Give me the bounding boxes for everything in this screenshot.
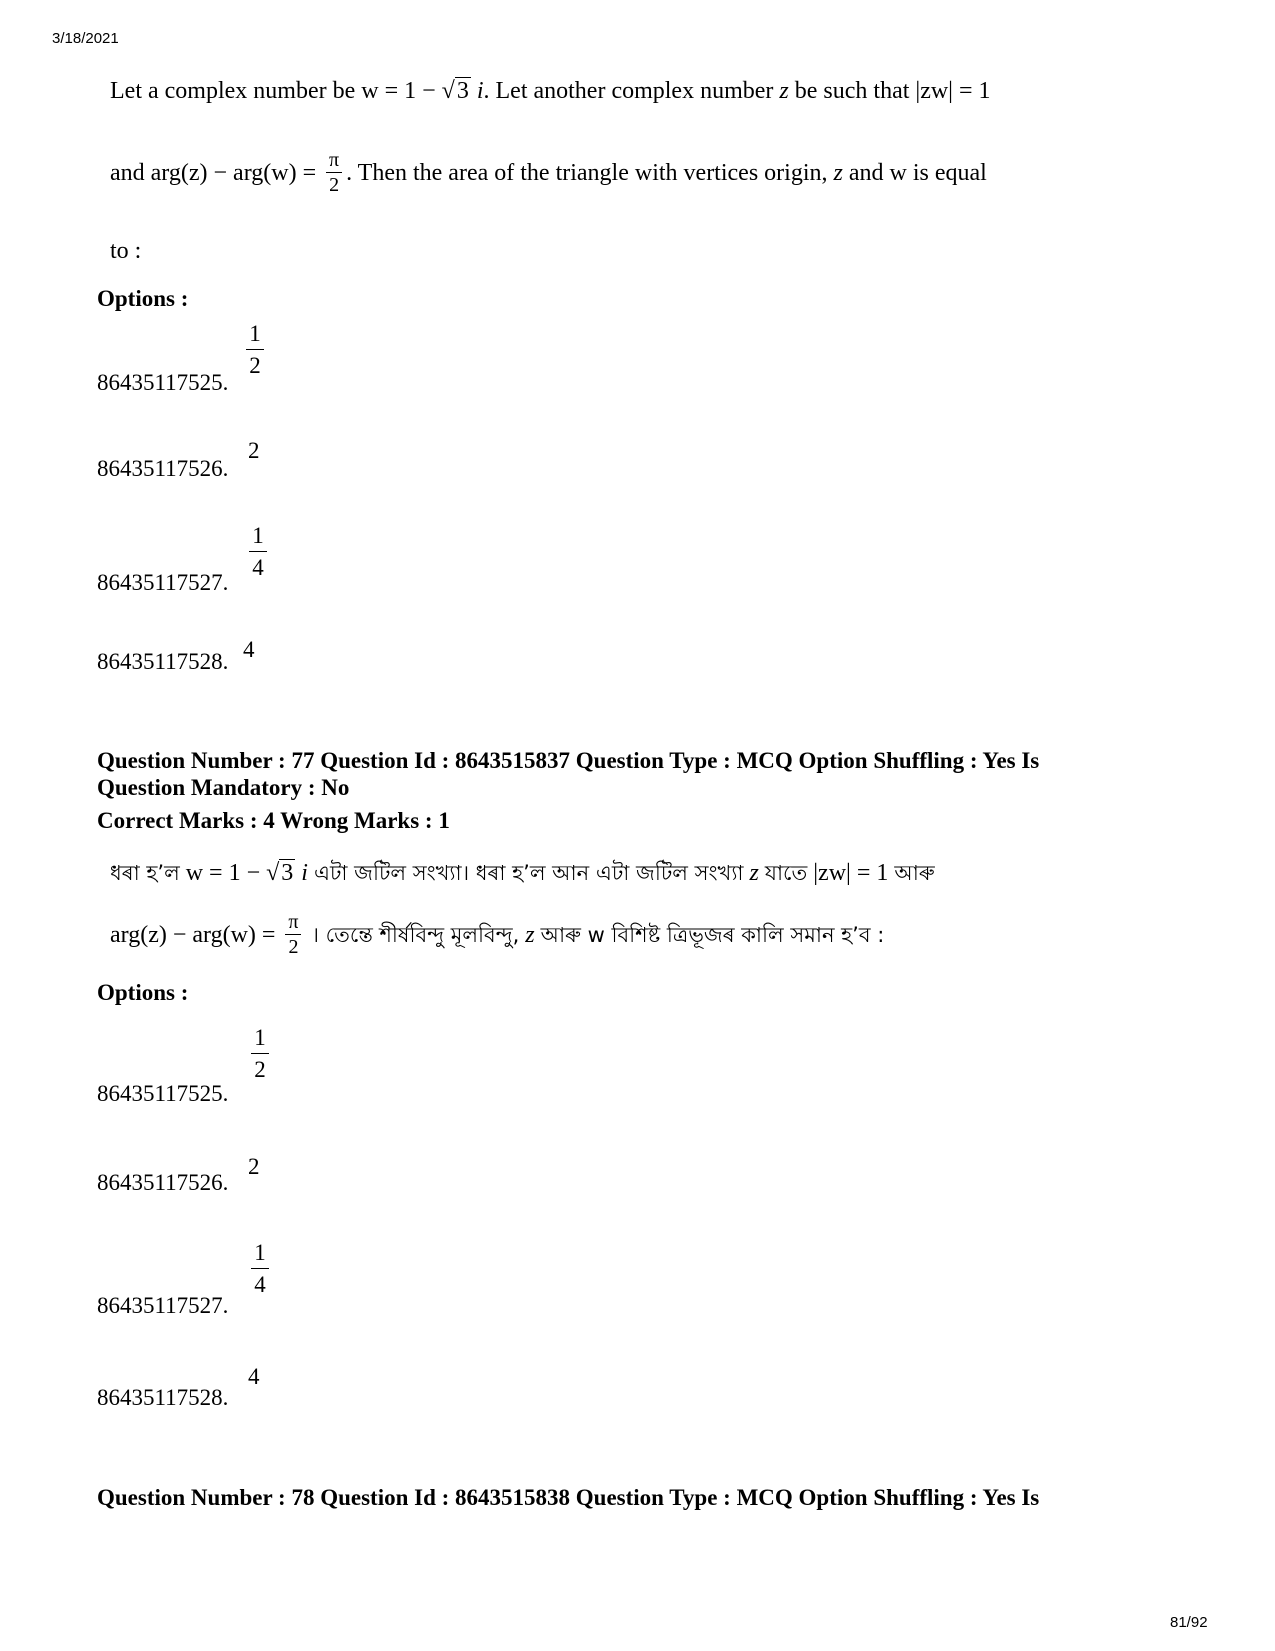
q76-pi-over-2: [326, 150, 342, 195]
q76-option-1-id: 86435117525.: [97, 370, 229, 395]
q77-option-2-id: 86435117526.: [97, 1170, 229, 1195]
q76-option-3-id: 86435117527.: [97, 570, 229, 595]
q76-option-4-value: 4: [243, 637, 255, 662]
q76-line1-w: w = 1 −: [361, 78, 436, 104]
q77-text-line-2: [110, 911, 885, 959]
q77-option-1-den: 2: [254, 1057, 266, 1082]
q76-option-1-num: 1: [249, 321, 261, 346]
q76-text-line-1: Let a complex number be w = 1 − √3 i. Let another complex number z be such that |zw| = 1: [110, 78, 991, 104]
q76-line1-a: Let a complex number be: [110, 78, 356, 104]
q77-meta-line-2: Question Mandatory : No: [97, 775, 350, 800]
print-date: 3/18/2021: [52, 30, 119, 47]
q77-option-4-id: 86435117528.: [97, 1385, 229, 1410]
q77-option-2-value: 2: [248, 1154, 260, 1179]
q77-marks: Correct Marks : 4 Wrong Marks : 1: [97, 808, 450, 833]
q76-line2-num: π: [329, 149, 340, 171]
q76-line1-i: i: [476, 78, 484, 104]
q77-line1-abs: |zw| = 1: [813, 860, 889, 886]
q77-line1-a: ধৰা হ’ল: [110, 861, 180, 885]
q77-line1-d: আৰু: [894, 861, 935, 885]
q77-pi-over-2: [285, 912, 301, 957]
q76-option-2-value: 2: [248, 438, 260, 463]
q76-line1-sqrt: 3: [456, 78, 469, 104]
q76-line1-b: . Let another complex number: [483, 78, 774, 104]
q77-option-1-fraction: [251, 1026, 269, 1081]
q76-option-4-id: 86435117528.: [97, 649, 229, 674]
q76-line1-z: z: [779, 78, 789, 104]
q76-option-1-den: 2: [249, 353, 261, 378]
q77-options-label: Options :: [97, 980, 189, 1005]
q76-option-3-num: 1: [252, 523, 264, 548]
page-number: 81/92: [1170, 1614, 1208, 1631]
q77-line1-z: z: [749, 860, 759, 886]
q77-meta-line-1: Question Number : 77 Question Id : 8643515837 Question Type : MCQ Option Shuffling : Yes Is: [97, 748, 1040, 773]
q77-line2-num: π: [288, 911, 299, 933]
q77-line2-b: । তেন্তে শীৰ্ষবিন্দু মূলবিন্দু,: [311, 923, 520, 948]
q77-line2-den: 2: [288, 936, 299, 958]
q76-text-line-3: to :: [110, 238, 142, 264]
q77-option-3-den: 4: [254, 1272, 266, 1297]
q76-line1-c: be such that: [794, 78, 910, 104]
q76-line2-den: 2: [329, 174, 340, 196]
q77-option-4-value: 4: [248, 1364, 260, 1389]
q77-line1-c: যাতে: [764, 861, 808, 885]
q77-line1-sqrt: 3: [281, 860, 294, 886]
q77-line2-z: z: [525, 922, 535, 949]
q78-meta-line-1: Question Number : 78 Question Id : 8643515838 Question Type : MCQ Option Shuffling : Yes Is: [97, 1485, 1040, 1510]
q76-option-3-fraction: [249, 524, 267, 579]
q77-option-3-id: 86435117527.: [97, 1293, 229, 1318]
q76-line2-a: and arg(z) − arg(w) =: [110, 160, 317, 187]
q77-option-1-id: 86435117525.: [97, 1081, 229, 1106]
q77-text-line-1: ধৰা হ’ল w = 1 − √3 i এটা জটিল সংখ্যা। ধৰা হ’ল আন এটা জটিল সংখ্যা z যাতে |zw| = 1 আৰু: [110, 860, 935, 886]
q77-option-3-num: 1: [254, 1240, 266, 1265]
q76-option-3-den: 4: [252, 555, 264, 580]
q77-line1-i: i: [301, 860, 308, 886]
q76-line1-abs: |zw| = 1: [915, 78, 991, 104]
q76-option-1-fraction: [246, 322, 264, 377]
q76-line2-b: . Then the area of the triangle with vertices origin,: [346, 160, 828, 187]
q77-line2-a: arg(z) − arg(w) =: [110, 922, 276, 949]
q76-line2-c: and w is equal: [848, 160, 987, 187]
q76-text-line-2: [110, 149, 987, 197]
q77-option-1-num: 1: [254, 1025, 266, 1050]
q77-option-3-fraction: [251, 1241, 269, 1296]
q77-line2-c: আৰু w বিশিষ্ট ত্ৰিভূজৰ কালি সমান হ’ব :: [540, 923, 885, 948]
q76-options-label: Options :: [97, 286, 189, 311]
q77-line1-w: w = 1 −: [185, 860, 261, 886]
q76-line2-z: z: [833, 160, 843, 187]
q77-line1-b: এটা জটিল সংখ্যা। ধৰা হ’ল আন এটা জটিল সংখ্যা: [313, 861, 744, 885]
q76-option-2-id: 86435117526.: [97, 456, 229, 481]
